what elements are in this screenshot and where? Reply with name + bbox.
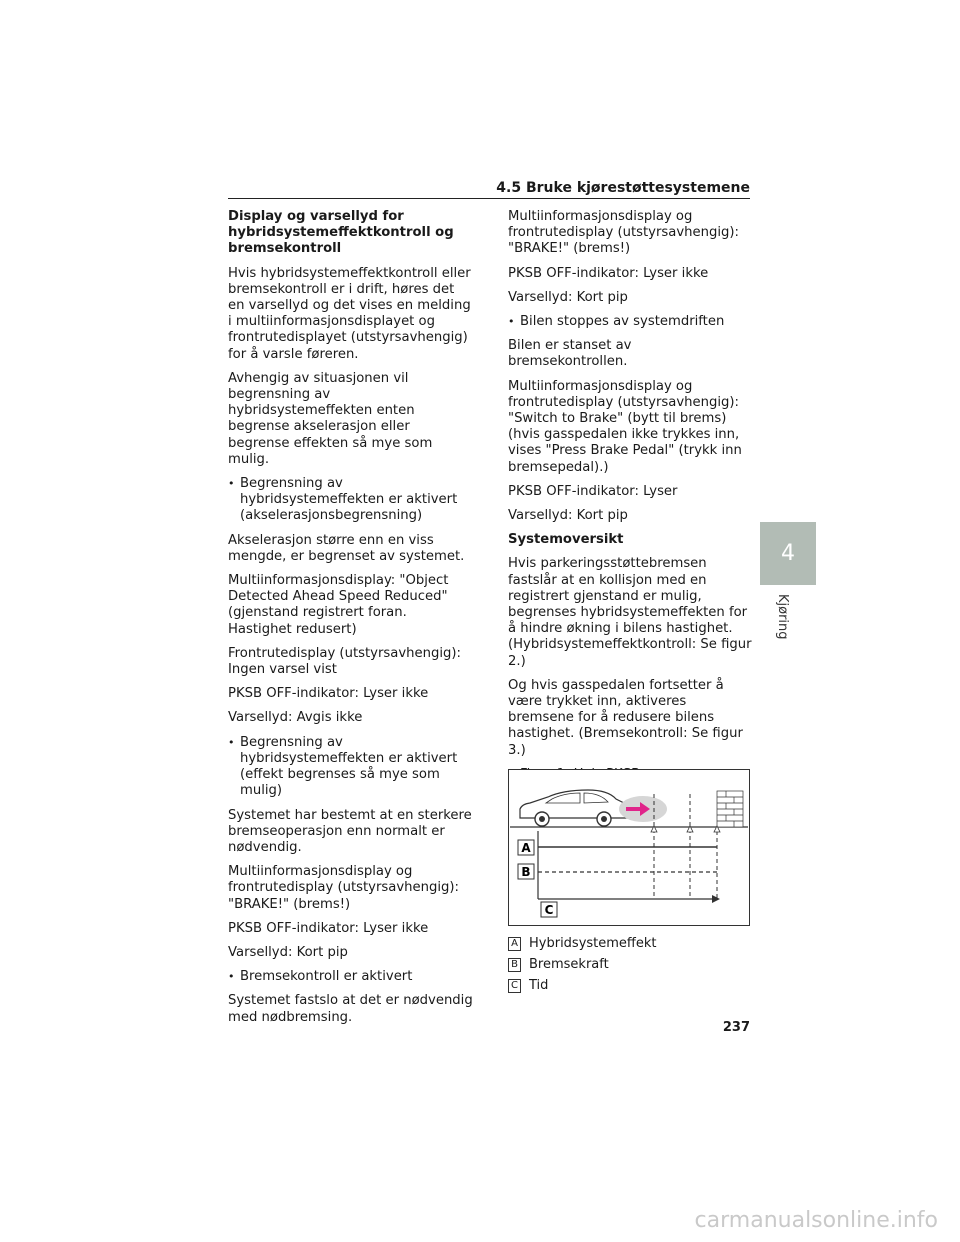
legend-item (508, 978, 657, 994)
brick-wall-icon (717, 791, 743, 827)
chapter-tab-label-box (760, 590, 816, 650)
label-b: B (521, 865, 531, 879)
paragraph: Og hvis gasspedalen fortsetter å være trykket inn, aktiveres bremsene for å redusere bilens hastighet. (Bremsekontroll: Se figur 3.) (508, 677, 743, 758)
paragraph: Multiinformasjonsdisplay og frontrutedisplay (utstyrsavhengig): "BRAKE!" (brems!) (508, 209, 739, 257)
bullet-item: • Bremsekontroll er aktivert (228, 969, 473, 985)
section-heading: Systemoversikt (508, 532, 624, 548)
paragraph: Frontrutedisplay (utstyrsavhengig): Ingen varsel vist (228, 645, 461, 678)
paragraph: Varsellyd: Avgis ikke (228, 710, 363, 726)
paragraph: Systemet fastslo at det er nødvendig med nødbremsing. (228, 993, 473, 1025)
header-rule (228, 198, 750, 199)
paragraph: Systemet har bestemt at en sterkere bremseoperasjon enn normalt er nødvendig. (228, 807, 472, 855)
label-box-b (518, 864, 534, 879)
paragraph: Multiinformasjonsdisplay: "Object Detected Ahead Speed Reduced" (gjenstand registrert foran. Hastighet redusert) (228, 573, 449, 637)
legend-item (508, 957, 657, 973)
paragraph: Varsellyd: Kort pip (508, 508, 628, 524)
legend-text: Bremsekraft (529, 957, 609, 972)
paragraph: Hvis parkeringsstøttebremsen fastslår at en kollisjon med en registrert gjenstand er mulig, begrenses hybridsystemeffekten for å hindre økning i bilens hastighet. (Hybridsystemeffektkontroll: Se figur 2.) (508, 556, 752, 669)
paragraph: PKSB OFF-indikator: Lyser ikke (228, 686, 429, 702)
paragraph: PKSB OFF-indikator: Lyser (508, 483, 678, 499)
paragraph: Varsellyd: Kort pip (228, 944, 348, 960)
legend-key: C (508, 979, 521, 993)
paragraph: Multiinformasjonsdisplay og frontrutedisplay (utstyrsavhengig): "BRAKE!" (brems!) (228, 864, 459, 912)
page-number: 237 (722, 1020, 750, 1035)
legend-text: Hybridsystemeffekt (529, 936, 657, 951)
bullet-item: • Begrensning av hybridsystemeffekten er aktivert (effekt begrenses så mye som mulig) (228, 735, 473, 800)
paragraph: Bilen er stanset av bremsekontrollen. (508, 338, 632, 370)
left-column (228, 209, 473, 1034)
paragraph: Varsellyd: Kort pip (508, 289, 628, 305)
figure-diagram (508, 769, 750, 926)
watermark: carmanualsonline.info (694, 1208, 938, 1233)
legend-key: A (508, 937, 521, 951)
label-a: A (521, 841, 531, 855)
paragraph: Multiinformasjonsdisplay og frontrutedisplay (utstyrsavhengig): "Switch to Brake" (bytt til brems) (hvis gasspedalen ikke trykkes inn, vises "Press Brake Pedal" (trykk inn bremsepedal).) (508, 378, 742, 475)
chapter-tab: 4 (760, 522, 816, 585)
label-box-c (541, 902, 557, 917)
bullet-item: • Begrensning av hybridsystemeffekten er aktivert (akselerasjonsbegrensning) (228, 476, 473, 525)
paragraph: Akselerasjon større enn en viss mengde, er begrenset av systemet. (228, 532, 465, 564)
label-c: C (544, 903, 554, 917)
bullet-item: • Bilen stoppes av systemdriften (508, 314, 753, 330)
section-heading: Display og varsellyd for hybridsystemeffektkontroll og bremsekontroll (228, 209, 454, 257)
paragraph: Hvis hybridsystemeffektkontroll eller bremsekontroll er i drift, høres det en varsellyd og det vises en melding i multiinformasjonsdisplayet og frontrutedisplayet (utstyrsavhengig) for å varsle føreren. (228, 265, 471, 362)
legend-key: B (508, 958, 521, 972)
figure-legend (508, 936, 657, 999)
label-box-a (518, 840, 534, 855)
legend-text: Tid (529, 978, 549, 993)
right-column (508, 209, 753, 824)
legend-item (508, 936, 657, 952)
chapter-tab-label: Kjøring (775, 594, 790, 640)
paragraph: Avhengig av situasjonen vil begrensning av hybridsystemeffekten enten begrense akselerasjon eller begrense effekten så mye som mulig. (228, 370, 433, 467)
section-title: 4.5 Bruke kjørestøttesystemene (496, 180, 750, 196)
paragraph: PKSB OFF-indikator: Lyser ikke (508, 265, 709, 281)
paragraph: PKSB OFF-indikator: Lyser ikke (228, 920, 429, 936)
